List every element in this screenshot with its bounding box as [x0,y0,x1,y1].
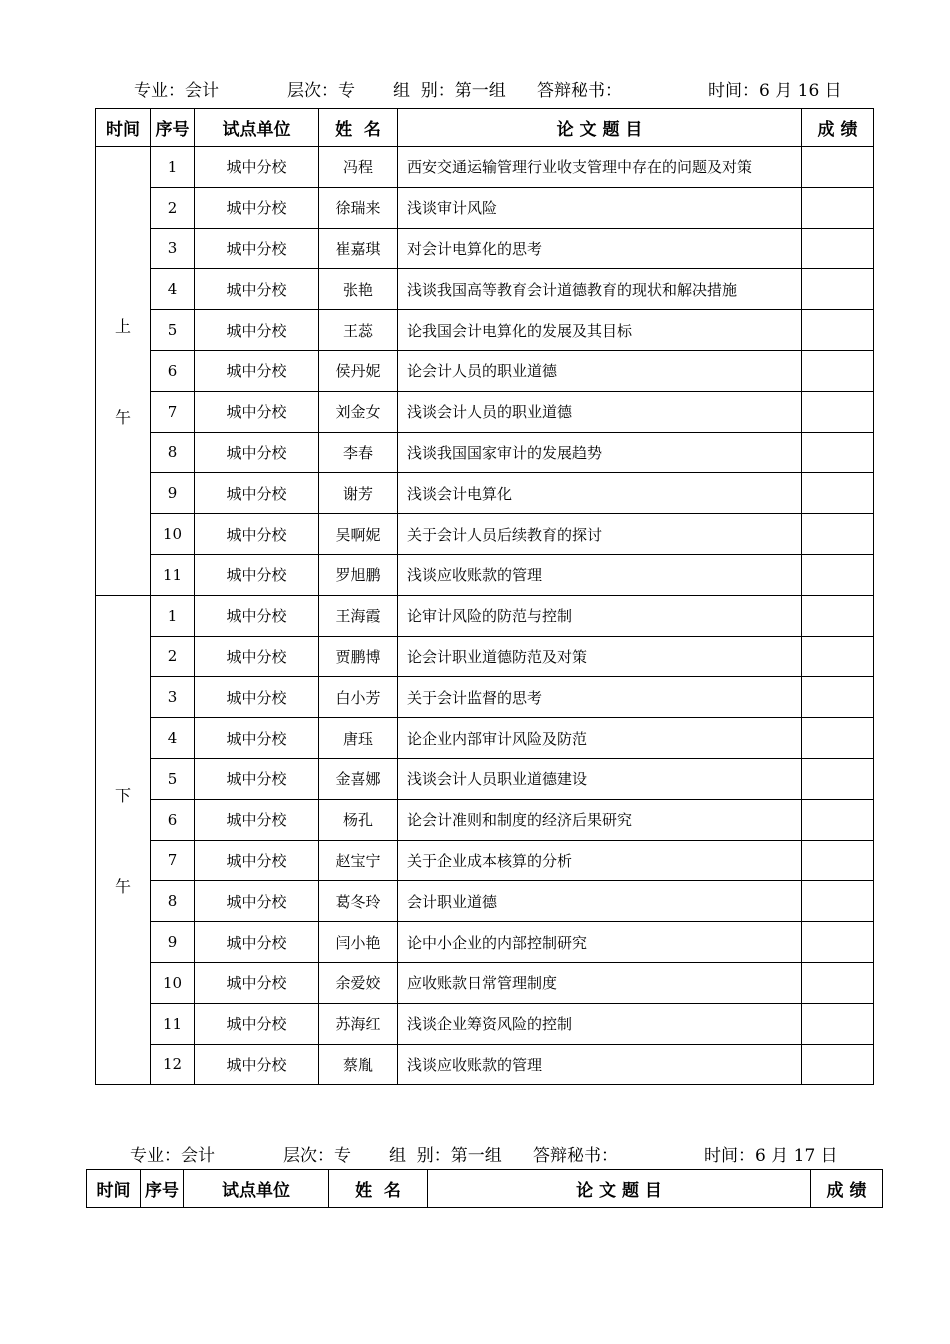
row-score [802,269,874,310]
table-header-row [87,1170,883,1208]
row-number: 8 [151,432,195,473]
col-header-unit: 试点单位 [195,109,319,147]
row-score [802,962,874,1003]
col-header-topic: 论 文 题 目 [428,1170,811,1208]
row-unit: 城中分校 [195,922,319,963]
row-thesis-topic: 应收账款日常管理制度 [398,962,802,1003]
row-unit: 城中分校 [195,595,319,636]
date-label: 时间：6 月 16 日 [708,81,842,101]
row-thesis-topic: 浅谈我国高等教育会计道德教育的现状和解决措施 [398,269,802,310]
table-row [96,922,874,963]
row-student-name: 赵宝宁 [319,840,398,881]
row-student-name: 徐瑞来 [319,187,398,228]
table-row [96,840,874,881]
table-row [96,799,874,840]
row-unit: 城中分校 [195,269,319,310]
table-row [96,432,874,473]
row-student-name: 王蕊 [319,310,398,351]
table-row [96,1044,874,1085]
table-row [96,718,874,759]
schedule-header-day2 [0,1141,950,1169]
row-thesis-topic: 浅谈审计风险 [398,187,802,228]
row-number: 1 [151,147,195,188]
row-score [802,187,874,228]
row-student-name: 冯程 [319,147,398,188]
row-thesis-topic: 浅谈我国国家审计的发展趋势 [398,432,802,473]
table-row [96,269,874,310]
row-number: 3 [151,228,195,269]
row-unit: 城中分校 [195,1044,319,1085]
row-unit: 城中分校 [195,799,319,840]
period-label-char: 午 [114,407,131,427]
row-unit: 城中分校 [195,350,319,391]
row-number: 9 [151,922,195,963]
row-thesis-topic: 浅谈会计人员职业道德建设 [398,758,802,799]
row-student-name: 张艳 [319,269,398,310]
col-header-name: 姓 名 [319,109,398,147]
table-row [96,187,874,228]
table-row [96,881,874,922]
row-score [802,1003,874,1044]
row-thesis-topic: 论中小企业的内部控制研究 [398,922,802,963]
row-student-name: 金喜娜 [319,758,398,799]
secretary-label: 答辩秘书： [537,81,622,101]
row-score [802,1044,874,1085]
col-header-name: 姓 名 [329,1170,428,1208]
row-number: 1 [151,595,195,636]
row-student-name: 葛冬玲 [319,881,398,922]
table-row [96,758,874,799]
date-label: 时间：6 月 17 日 [704,1146,838,1166]
row-student-name: 吴啊妮 [319,514,398,555]
table-row [96,391,874,432]
row-number: 8 [151,881,195,922]
row-student-name: 罗旭鹏 [319,554,398,595]
row-score [802,432,874,473]
row-thesis-topic: 会计职业道德 [398,881,802,922]
row-student-name: 贾鹏博 [319,636,398,677]
row-thesis-topic: 论会计职业道德防范及对策 [398,636,802,677]
table-row [96,595,874,636]
row-unit: 城中分校 [195,554,319,595]
major-label: 专业：会计 [130,1146,215,1166]
row-thesis-topic: 论企业内部审计风险及防范 [398,718,802,759]
row-score [802,881,874,922]
row-number: 11 [151,554,195,595]
row-score [802,147,874,188]
row-score [802,473,874,514]
row-score [802,840,874,881]
table-row [96,554,874,595]
row-number: 2 [151,636,195,677]
row-number: 3 [151,677,195,718]
period-label-char: 午 [114,877,131,897]
row-number: 2 [151,187,195,228]
row-number: 7 [151,840,195,881]
row-unit: 城中分校 [195,147,319,188]
row-score [802,554,874,595]
row-number: 5 [151,310,195,351]
row-thesis-topic: 浅谈会计人员的职业道德 [398,391,802,432]
row-student-name: 王海霞 [319,595,398,636]
row-student-name: 刘金女 [319,391,398,432]
schedule-table-day1 [95,108,874,1085]
row-unit: 城中分校 [195,677,319,718]
row-student-name: 唐珏 [319,718,398,759]
row-score [802,228,874,269]
row-score [802,922,874,963]
row-number: 11 [151,1003,195,1044]
period-cell [96,147,151,596]
row-score [802,514,874,555]
row-unit: 城中分校 [195,1003,319,1044]
level-label: 层次：专 [283,1146,351,1166]
table-row [96,350,874,391]
row-unit: 城中分校 [195,881,319,922]
row-thesis-topic: 浅谈应收账款的管理 [398,554,802,595]
row-student-name: 苏海红 [319,1003,398,1044]
row-thesis-topic: 对会计电算化的思考 [398,228,802,269]
row-thesis-topic: 论会计准则和制度的经济后果研究 [398,799,802,840]
row-unit: 城中分校 [195,758,319,799]
row-unit: 城中分校 [195,473,319,514]
row-score [802,391,874,432]
table-row [96,310,874,351]
row-number: 6 [151,799,195,840]
col-header-unit: 试点单位 [184,1170,329,1208]
period-cell [96,595,151,1085]
row-number: 7 [151,391,195,432]
row-student-name: 杨孔 [319,799,398,840]
table-row [96,473,874,514]
table-row [96,677,874,718]
row-unit: 城中分校 [195,514,319,555]
row-unit: 城中分校 [195,718,319,759]
row-thesis-topic: 论会计人员的职业道德 [398,350,802,391]
schedule-table-day2 [86,1169,883,1208]
table-row [96,636,874,677]
row-number: 10 [151,962,195,1003]
row-unit: 城中分校 [195,187,319,228]
row-thesis-topic: 西安交通运输管理行业收支管理中存在的问题及对策 [398,147,802,188]
col-header-time: 时间 [96,109,151,147]
row-number: 4 [151,718,195,759]
row-thesis-topic: 关于企业成本核算的分析 [398,840,802,881]
row-unit: 城中分校 [195,391,319,432]
row-number: 12 [151,1044,195,1085]
row-unit: 城中分校 [195,636,319,677]
period-label-char: 下 [114,786,131,806]
row-number: 6 [151,350,195,391]
row-thesis-topic: 浅谈企业筹资风险的控制 [398,1003,802,1044]
row-unit: 城中分校 [195,310,319,351]
row-number: 10 [151,514,195,555]
row-number: 4 [151,269,195,310]
row-unit: 城中分校 [195,432,319,473]
col-header-score: 成 绩 [811,1170,883,1208]
row-number: 5 [151,758,195,799]
row-score [802,310,874,351]
table-header-row [96,109,874,147]
row-student-name: 李春 [319,432,398,473]
row-student-name: 闫小艳 [319,922,398,963]
row-thesis-topic: 浅谈应收账款的管理 [398,1044,802,1085]
row-thesis-topic: 浅谈会计电算化 [398,473,802,514]
period-label-char: 上 [114,316,131,336]
row-score [802,636,874,677]
col-header-no: 序号 [141,1170,184,1208]
row-thesis-topic: 论审计风险的防范与控制 [398,595,802,636]
row-score [802,595,874,636]
row-student-name: 谢芳 [319,473,398,514]
row-thesis-topic: 论我国会计电算化的发展及其目标 [398,310,802,351]
table-row [96,1003,874,1044]
table-row [96,962,874,1003]
row-number: 9 [151,473,195,514]
group-label: 组 别：第一组 [389,1146,502,1166]
row-score [802,350,874,391]
row-student-name: 崔嘉琪 [319,228,398,269]
group-label: 组 别：第一组 [393,81,506,101]
row-unit: 城中分校 [195,840,319,881]
row-student-name: 白小芳 [319,677,398,718]
table-row [96,228,874,269]
schedule-header-day1 [0,76,950,104]
row-score [802,718,874,759]
table-row [96,147,874,188]
col-header-score: 成 绩 [802,109,874,147]
row-score [802,758,874,799]
secretary-label: 答辩秘书： [533,1146,618,1166]
row-student-name: 侯丹妮 [319,350,398,391]
major-label: 专业：会计 [134,81,219,101]
row-score [802,677,874,718]
table-row [96,514,874,555]
row-student-name: 蔡胤 [319,1044,398,1085]
row-score [802,799,874,840]
col-header-time: 时间 [87,1170,141,1208]
level-label: 层次：专 [287,81,355,101]
row-unit: 城中分校 [195,228,319,269]
col-header-no: 序号 [151,109,195,147]
row-thesis-topic: 关于会计人员后续教育的探讨 [398,514,802,555]
col-header-topic: 论 文 题 目 [398,109,802,147]
row-unit: 城中分校 [195,962,319,1003]
row-thesis-topic: 关于会计监督的思考 [398,677,802,718]
row-student-name: 余爱姣 [319,962,398,1003]
